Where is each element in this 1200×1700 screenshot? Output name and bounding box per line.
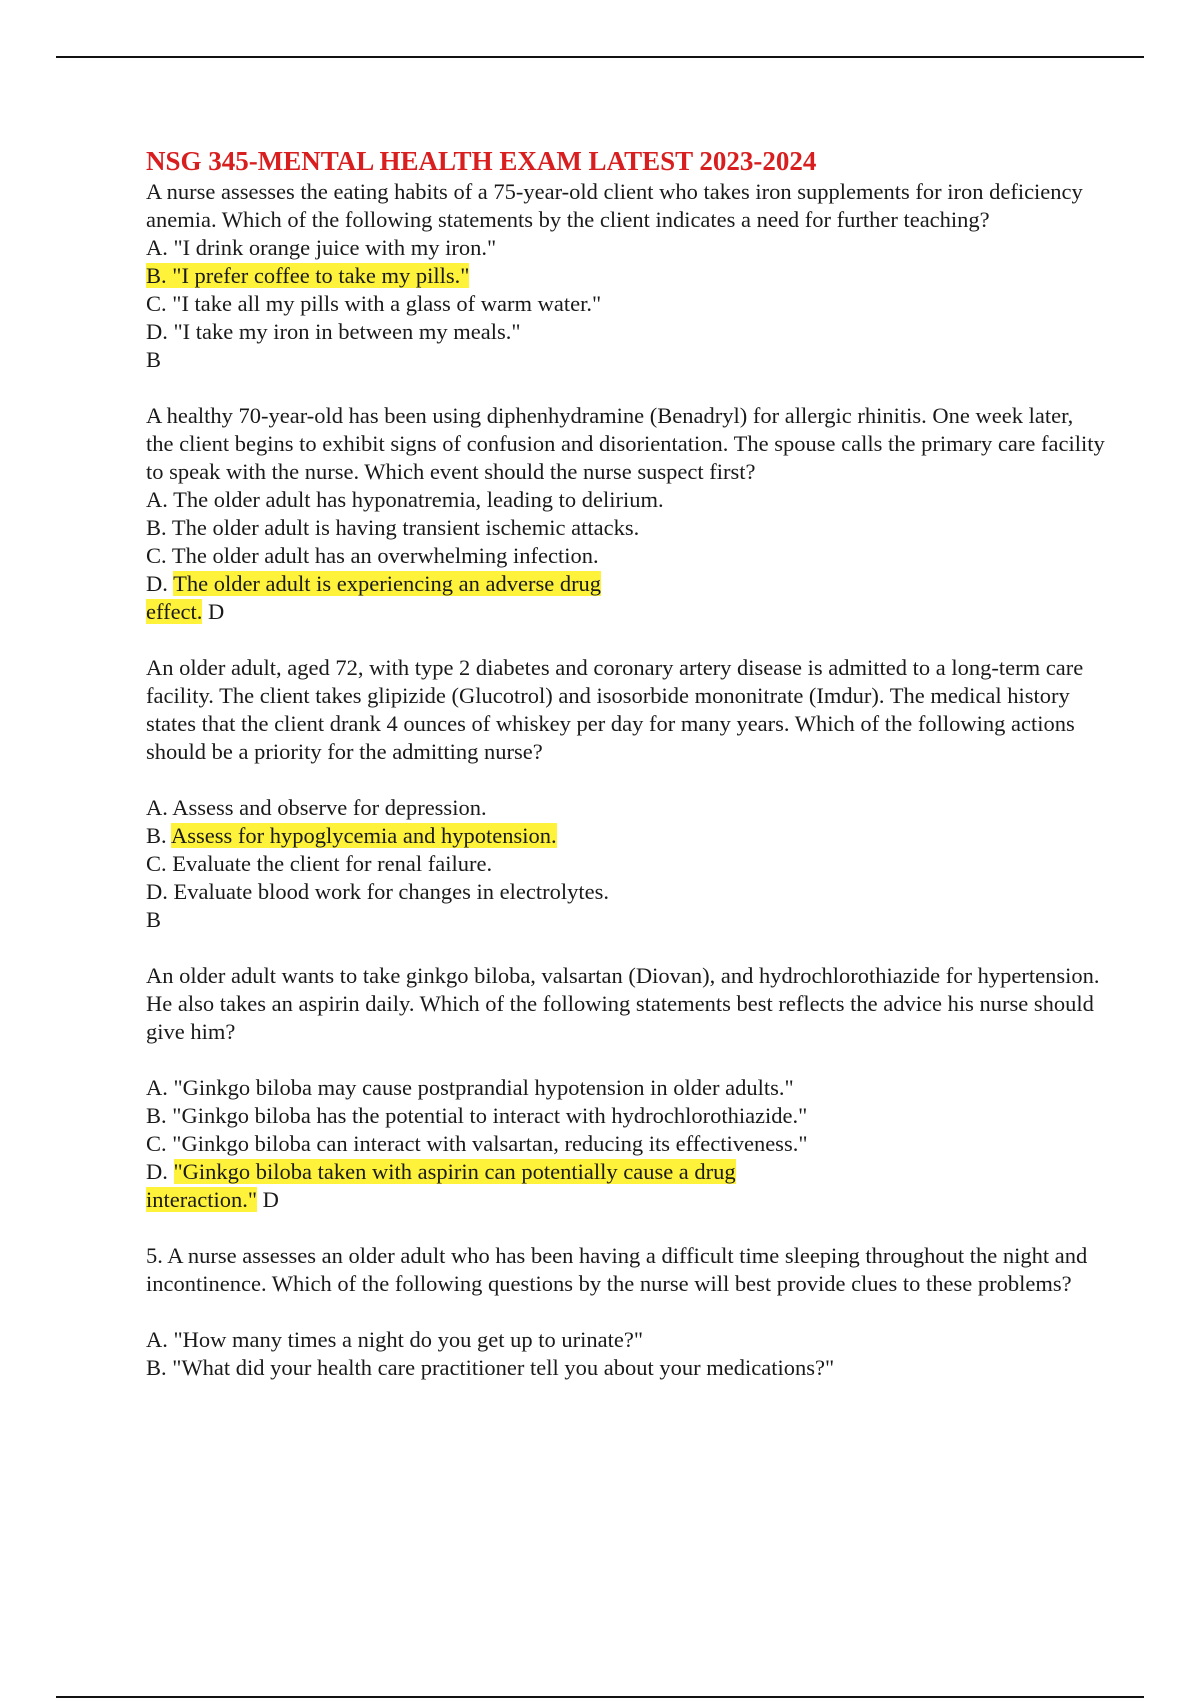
answer-key: B: [146, 907, 162, 932]
question-stem: An older adult wants to take ginkgo biloba, valsartan (Diovan), and hydrochlorothiazide for hypertension. He also takes an aspirin daily. Which of the following statements best reflects the advice his nurse should give him?: [146, 963, 1100, 1044]
answer-key: B: [146, 347, 162, 372]
option-d: [146, 1158, 1106, 1186]
option-b: B. The older adult is having transient ischemic attacks.: [146, 515, 640, 540]
option-d-continued: [146, 1186, 1106, 1214]
option-c: C. "Ginkgo biloba can interact with valsartan, reducing its effectiveness.": [146, 1131, 808, 1156]
option-prefix: B.: [146, 823, 167, 848]
option-d: D. "I take my iron in between my meals.": [146, 319, 521, 344]
question-2: [146, 402, 1106, 626]
question-stem: A nurse assesses the eating habits of a 75-year-old client who takes iron supplements for iron deficiency anemia. Which of the following statements by the client indicates a need for further teaching?: [146, 179, 1083, 232]
question-1: [146, 178, 1106, 374]
option-d: [146, 570, 1106, 598]
option-prefix: D.: [146, 1159, 168, 1184]
question-3: [146, 654, 1106, 934]
option-a: A. The older adult has hyponatremia, leading to delirium.: [146, 487, 664, 512]
answer-key: D: [208, 599, 225, 624]
document-body: [146, 144, 1106, 1410]
option-a: A. "Ginkgo biloba may cause postprandial hypotension in older adults.": [146, 1075, 794, 1100]
question-stem: 5. A nurse assesses an older adult who has been having a difficult time sleeping throughout the night and incontinence. Which of the following questions by the nurse will best provide clues to these problems?: [146, 1243, 1088, 1296]
option-b: B. "What did your health care practitioner tell you about your medications?": [146, 1355, 835, 1380]
highlighted-answer: Assess for hypoglycemia and hypotension.: [171, 823, 557, 848]
question-5: [146, 1242, 1106, 1382]
bottom-rule: [56, 1696, 1144, 1698]
highlighted-answer: "Ginkgo biloba taken with aspirin can potentially cause a drug: [173, 1159, 736, 1184]
option-d: D. Evaluate blood work for changes in electrolytes.: [146, 879, 609, 904]
option-prefix: D.: [146, 571, 168, 596]
question-4: [146, 962, 1106, 1214]
document-title: NSG 345-MENTAL HEALTH EXAM LATEST 2023-2024: [146, 146, 817, 176]
highlighted-answer: B. "I prefer coffee to take my pills.": [146, 263, 470, 288]
top-rule: [56, 56, 1144, 58]
option-a: A. "How many times a night do you get up to urinate?": [146, 1327, 644, 1352]
option-d-continued: [146, 598, 1106, 626]
option-c: C. The older adult has an overwhelming infection.: [146, 543, 599, 568]
option-a: A. Assess and observe for depression.: [146, 795, 487, 820]
option-c: C. "I take all my pills with a glass of warm water.": [146, 291, 602, 316]
answer-key: D: [262, 1187, 279, 1212]
highlighted-answer: effect.: [146, 599, 203, 624]
option-a: A. "I drink orange juice with my iron.": [146, 235, 497, 260]
option-b: B. "Ginkgo biloba has the potential to interact with hydrochlorothiazide.": [146, 1103, 808, 1128]
question-stem: A healthy 70-year-old has been using diphenhydramine (Benadryl) for allergic rhinitis. One week later, the client begins to exhibit signs of confusion and disorientation. The spouse calls the primary care facility to speak with the nurse. Which event should the nurse suspect first?: [146, 403, 1105, 484]
question-stem: An older adult, aged 72, with type 2 diabetes and coronary artery disease is admitted to a long-term care facility. The client takes glipizide (Glucotrol) and isosorbide mononitrate (Imdur). The medical history states that the client drank 4 ounces of whiskey per day for many years. Which of the following actions should be a priority for the admitting nurse?: [146, 655, 1084, 764]
option-b: [146, 822, 1106, 850]
option-c: C. Evaluate the client for renal failure.: [146, 851, 493, 876]
option-b: [146, 262, 1106, 290]
highlighted-answer: interaction.": [146, 1187, 258, 1212]
highlighted-answer: The older adult is experiencing an adverse drug: [173, 571, 602, 596]
